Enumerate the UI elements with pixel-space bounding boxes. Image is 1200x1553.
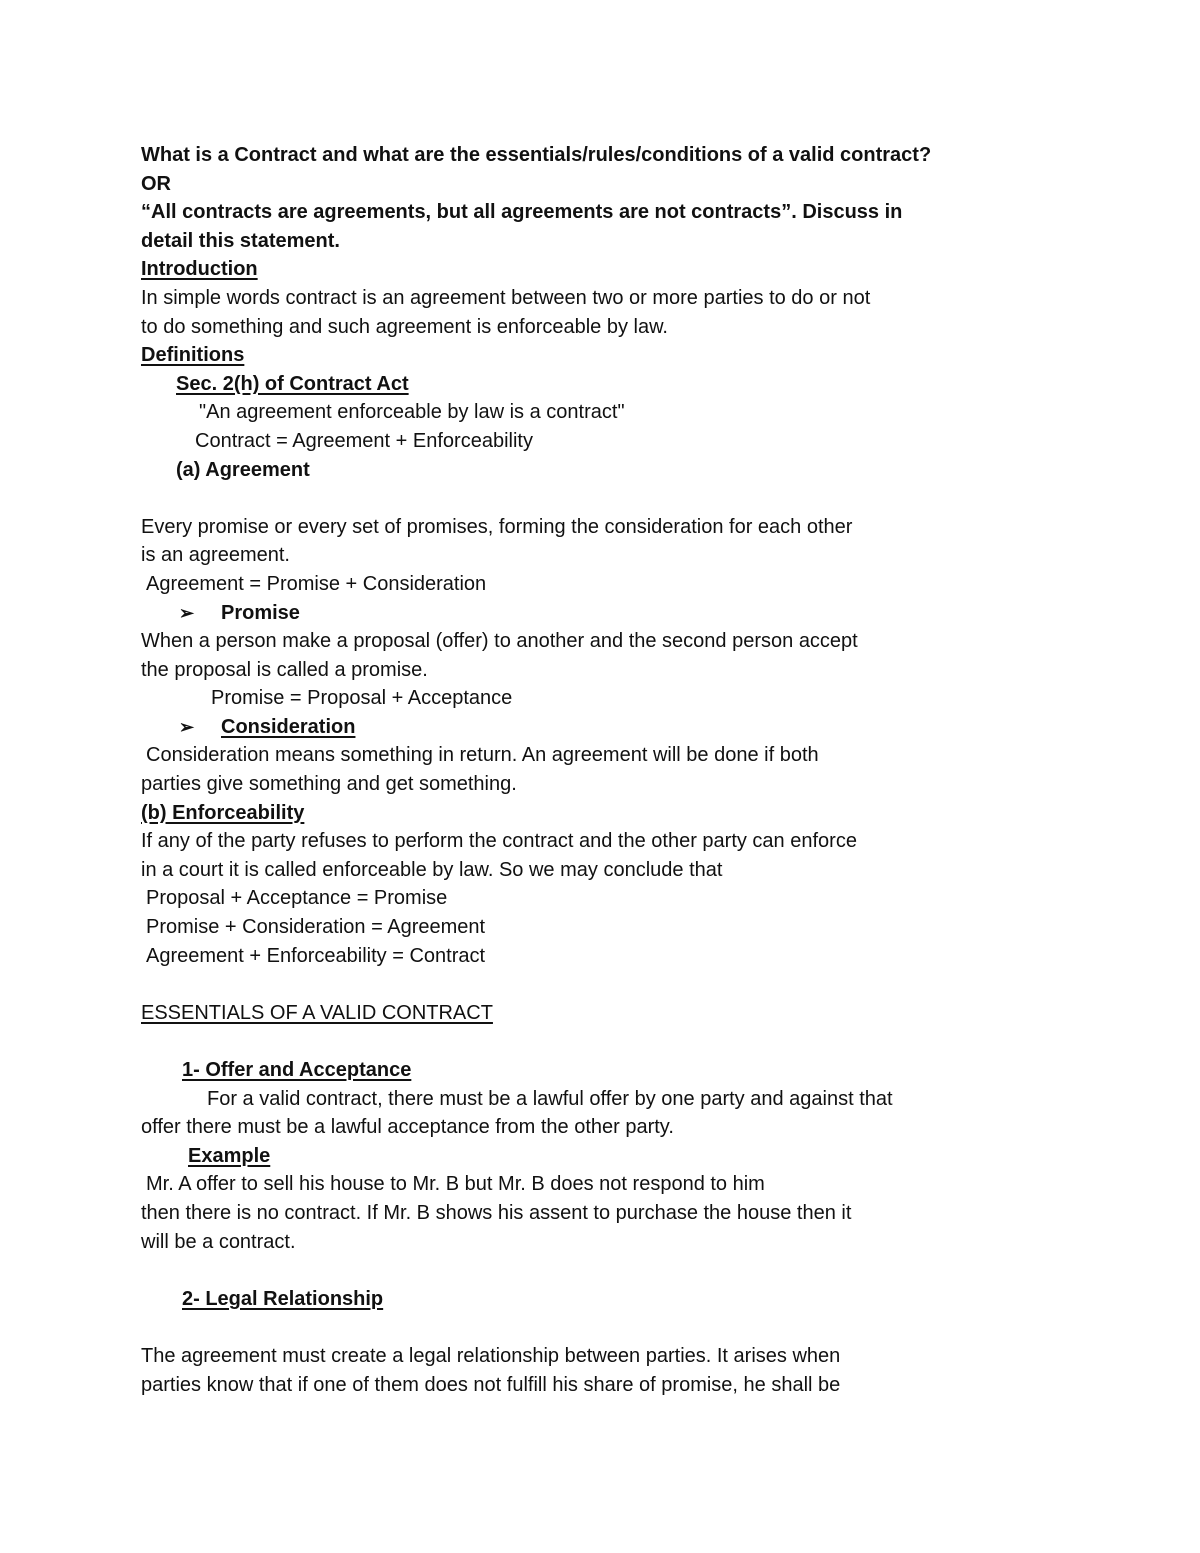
essentials-heading: ESSENTIALS OF A VALID CONTRACT	[141, 1001, 493, 1024]
promise-line-1: When a person make a proposal (offer) to another and the second person accept	[141, 630, 858, 653]
promise-heading: Promise	[221, 601, 300, 624]
example-line-3: will be a contract.	[141, 1230, 296, 1253]
spacer	[141, 970, 1021, 999]
spacer	[141, 1256, 1021, 1285]
consideration-line-1: Consideration means something in return. An agreement will be done if both	[146, 744, 819, 767]
introduction-line-1: In simple words contract is an agreement between two or more parties to do or not	[141, 286, 871, 309]
promise-line-2: the proposal is called a promise.	[141, 658, 428, 681]
agreement-equation: Agreement = Promise + Consideration	[146, 572, 487, 595]
definitions-heading: Definitions	[141, 344, 245, 367]
arrow-bullet-icon: ➢	[179, 602, 195, 623]
offer-line-1: For a valid contract, there must be a lawful offer by one party and against that	[207, 1087, 893, 1110]
question-line-2: “All contracts are agreements, but all agreements are not contracts”. Discuss in	[141, 201, 903, 224]
introduction-line-2: to do something and such agreement is enforceable by law.	[141, 315, 668, 338]
spacer	[141, 1027, 1021, 1056]
legal-line-2: parties know that if one of them does not fulfill his share of promise, he shall be	[141, 1373, 841, 1396]
consideration-heading: Consideration	[221, 715, 356, 738]
agreement-heading: (a) Agreement	[176, 458, 310, 481]
document-page	[141, 141, 1021, 1399]
question-or: OR	[141, 172, 171, 195]
example-line-2: then there is no contract. If Mr. B shows his assent to purchase the house then it	[141, 1201, 852, 1224]
legal-line-1: The agreement must create a legal relationship between parties. It arises when	[141, 1344, 841, 1367]
offer-line-2: offer there must be a lawful acceptance from the other party.	[141, 1116, 674, 1139]
contract-equation: Contract = Agreement + Enforceability	[195, 429, 533, 452]
introduction-heading: Introduction	[141, 258, 258, 281]
spacer	[141, 484, 1021, 513]
conclusion-equation-1: Proposal + Acceptance = Promise	[146, 887, 448, 910]
spacer	[141, 1313, 1021, 1342]
promise-equation: Promise = Proposal + Acceptance	[211, 687, 513, 710]
agreement-line-1: Every promise or every set of promises, forming the consideration for each other	[141, 515, 853, 538]
conclusion-equation-3: Agreement + Enforceability = Contract	[146, 944, 486, 967]
question-line-1: What is a Contract and what are the essentials/rules/conditions of a valid contract?	[141, 144, 932, 166]
promise-bullet	[141, 599, 1021, 628]
enforceability-line-1: If any of the party refuses to perform the contract and the other party can enforce	[141, 830, 857, 853]
legal-relationship-heading: 2- Legal Relationship	[182, 1287, 384, 1310]
consideration-line-2: parties give something and get something.	[141, 773, 517, 796]
enforceability-line-2: in a court it is called enforceable by law. So we may conclude that	[141, 858, 723, 881]
consideration-bullet	[141, 713, 1021, 742]
enforceability-heading: (b) Enforceability	[141, 801, 305, 824]
definition-quote: "An agreement enforceable by law is a contract"	[199, 401, 625, 424]
example-heading: Example	[188, 1144, 271, 1167]
agreement-line-2: is an agreement.	[141, 544, 290, 567]
section-2h-heading: Sec. 2(h) of Contract Act	[176, 372, 409, 395]
question-line-3: detail this statement.	[141, 229, 340, 252]
conclusion-equation-2: Promise + Consideration = Agreement	[146, 916, 486, 939]
offer-acceptance-heading: 1- Offer and Acceptance	[182, 1059, 412, 1081]
example-line-1: Mr. A offer to sell his house to Mr. B but Mr. B does not respond to him	[146, 1173, 765, 1196]
arrow-bullet-icon: ➢	[179, 716, 195, 737]
